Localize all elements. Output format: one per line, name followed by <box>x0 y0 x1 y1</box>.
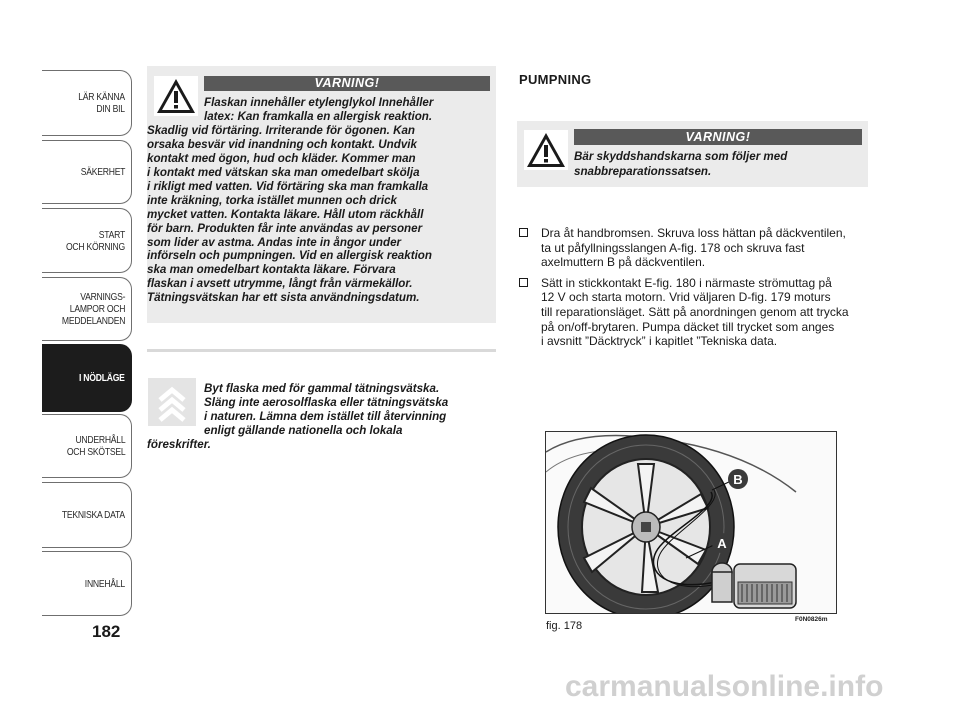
warning-text <box>574 150 864 179</box>
warning-line: ska man omedelbart kontakta läkare. Förvara <box>147 263 396 277</box>
warning-header: VARNING! <box>574 129 862 145</box>
note-line: föreskrifter. <box>147 438 211 451</box>
tab-label: LÄR KÄNNA DIN BIL <box>78 91 125 115</box>
tab-innehall[interactable] <box>42 551 132 616</box>
tab-lar-kanna-din-bil[interactable] <box>42 70 132 136</box>
watermark: carmanualsonline.info <box>565 670 884 703</box>
tab-i-nodlage[interactable] <box>42 344 132 412</box>
warning-line: orsaka besvär vid inandning och kontakt. Undvik <box>147 137 417 151</box>
note-line: Släng inte aerosolflaska eller tätningsvätska <box>204 396 449 409</box>
tire-illustration <box>546 432 836 613</box>
warning-line: som lider av astma. Andas inte in ångor under <box>147 235 402 249</box>
label-b: B <box>733 472 743 487</box>
page-number: 182 <box>92 622 121 641</box>
list-item <box>519 226 869 270</box>
tab-underhall-och-skotsel[interactable] <box>42 414 132 478</box>
tab-start-och-korning[interactable] <box>42 208 132 273</box>
warning-line: i rikligt med vatten. Vid förtäring ska man framkalla <box>147 179 429 193</box>
compressor-icon <box>712 563 796 608</box>
tab-label: TEKNISKA DATA <box>62 509 125 521</box>
list-line: till reparationsläget. Sätt på anordningen genom att trycka <box>541 304 849 319</box>
warning-box-gloves <box>517 121 868 187</box>
tab-label: SÄKERHET <box>80 166 125 178</box>
warning-box-allergy <box>147 66 496 323</box>
tab-label: INNEHÅLL <box>84 577 125 590</box>
note-line: enligt gällande nationella och lokala <box>204 424 403 437</box>
note-line: Byt flaska med för gammal tätningsvätska. <box>204 382 440 395</box>
tab-sakerhet[interactable] <box>42 140 132 204</box>
warning-line: Flaskan innehåller etylenglykol Innehåller <box>204 96 434 109</box>
warning-line: snabbreparationssatsen. <box>574 164 712 178</box>
warning-line: Tätningsvätskan har ett sista användningsdatum. <box>147 291 420 305</box>
warning-text <box>147 96 496 305</box>
list-line: axelmuttern B på däckventilen. <box>541 255 706 270</box>
list-item <box>519 276 869 349</box>
figure-caption: fig. 178 <box>546 620 583 632</box>
tab-label: START OCH KÖRNING <box>65 228 125 253</box>
warning-header: VARNING! <box>204 76 490 91</box>
warning-line: flaskan i avsett utrymme, långt från värmekällor. <box>147 277 413 291</box>
warning-triangle-icon <box>524 130 568 170</box>
instruction-list <box>519 226 869 355</box>
warning-line: i kontakt med vätskan ska man omedelbart skölja <box>147 165 420 179</box>
tab-label: VARNINGS- LAMPOR OCH MEDDELANDEN <box>61 291 125 327</box>
tab-label: UNDERHÅLL OCH SKÖTSEL <box>66 434 125 458</box>
note-line: i naturen. Lämna dem istället till återvinning <box>204 410 447 423</box>
checkbox-bullet-icon <box>519 228 528 237</box>
list-line: Dra åt handbromsen. Skruva loss hättan på däckventilen, <box>541 226 846 240</box>
list-line: på on/off-brytaren. Pumpa däcket till trycket som anges <box>541 319 835 334</box>
tab-label: I NÖDLÄGE <box>79 372 125 384</box>
list-line: i avsnitt ”Däcktryck” i kapitlet ”Tekniska data. <box>541 334 778 349</box>
warning-line: införseln och pumpningen. Vid en allergisk reaktion <box>147 249 432 263</box>
list-line: 12 V och starta motorn. Vrid väljaren D-fig. 179 moturs <box>541 290 831 305</box>
warning-line: inte kräkning, torka istället munnen och drick <box>147 193 397 207</box>
figure-code: F0N0826m <box>795 616 828 623</box>
tab-tekniska-data[interactable] <box>42 482 132 548</box>
warning-line: kontakt med ögon, hud och kläder. Kommer man <box>147 151 416 165</box>
label-a: A <box>717 536 727 551</box>
checkbox-bullet-icon <box>519 278 528 287</box>
figure-tire-compressor <box>545 431 837 614</box>
warning-line: för barn. Produkten får inte användas av personer <box>147 221 423 235</box>
list-line: ta ut påfyllningsslangen A-fig. 178 och skruva fast <box>541 240 805 255</box>
tab-varningslampor[interactable] <box>42 277 132 341</box>
environment-note <box>147 382 496 452</box>
warning-line: latex: Kan framkalla en allergisk reaktion. <box>204 109 433 123</box>
warning-line: Skadlig vid förtäring. Irriterande för ögonen. Kan <box>147 123 415 137</box>
section-title: PUMPNING <box>519 72 592 87</box>
warning-line: Bär skyddshandskarna som följer med <box>574 150 788 163</box>
divider <box>147 349 496 352</box>
list-line: Sätt in stickkontakt E-fig. 180 i närmaste strömuttag på <box>541 275 832 290</box>
warning-line: mycket vatten. Kontakta läkare. Håll utom räckhåll <box>147 207 424 221</box>
